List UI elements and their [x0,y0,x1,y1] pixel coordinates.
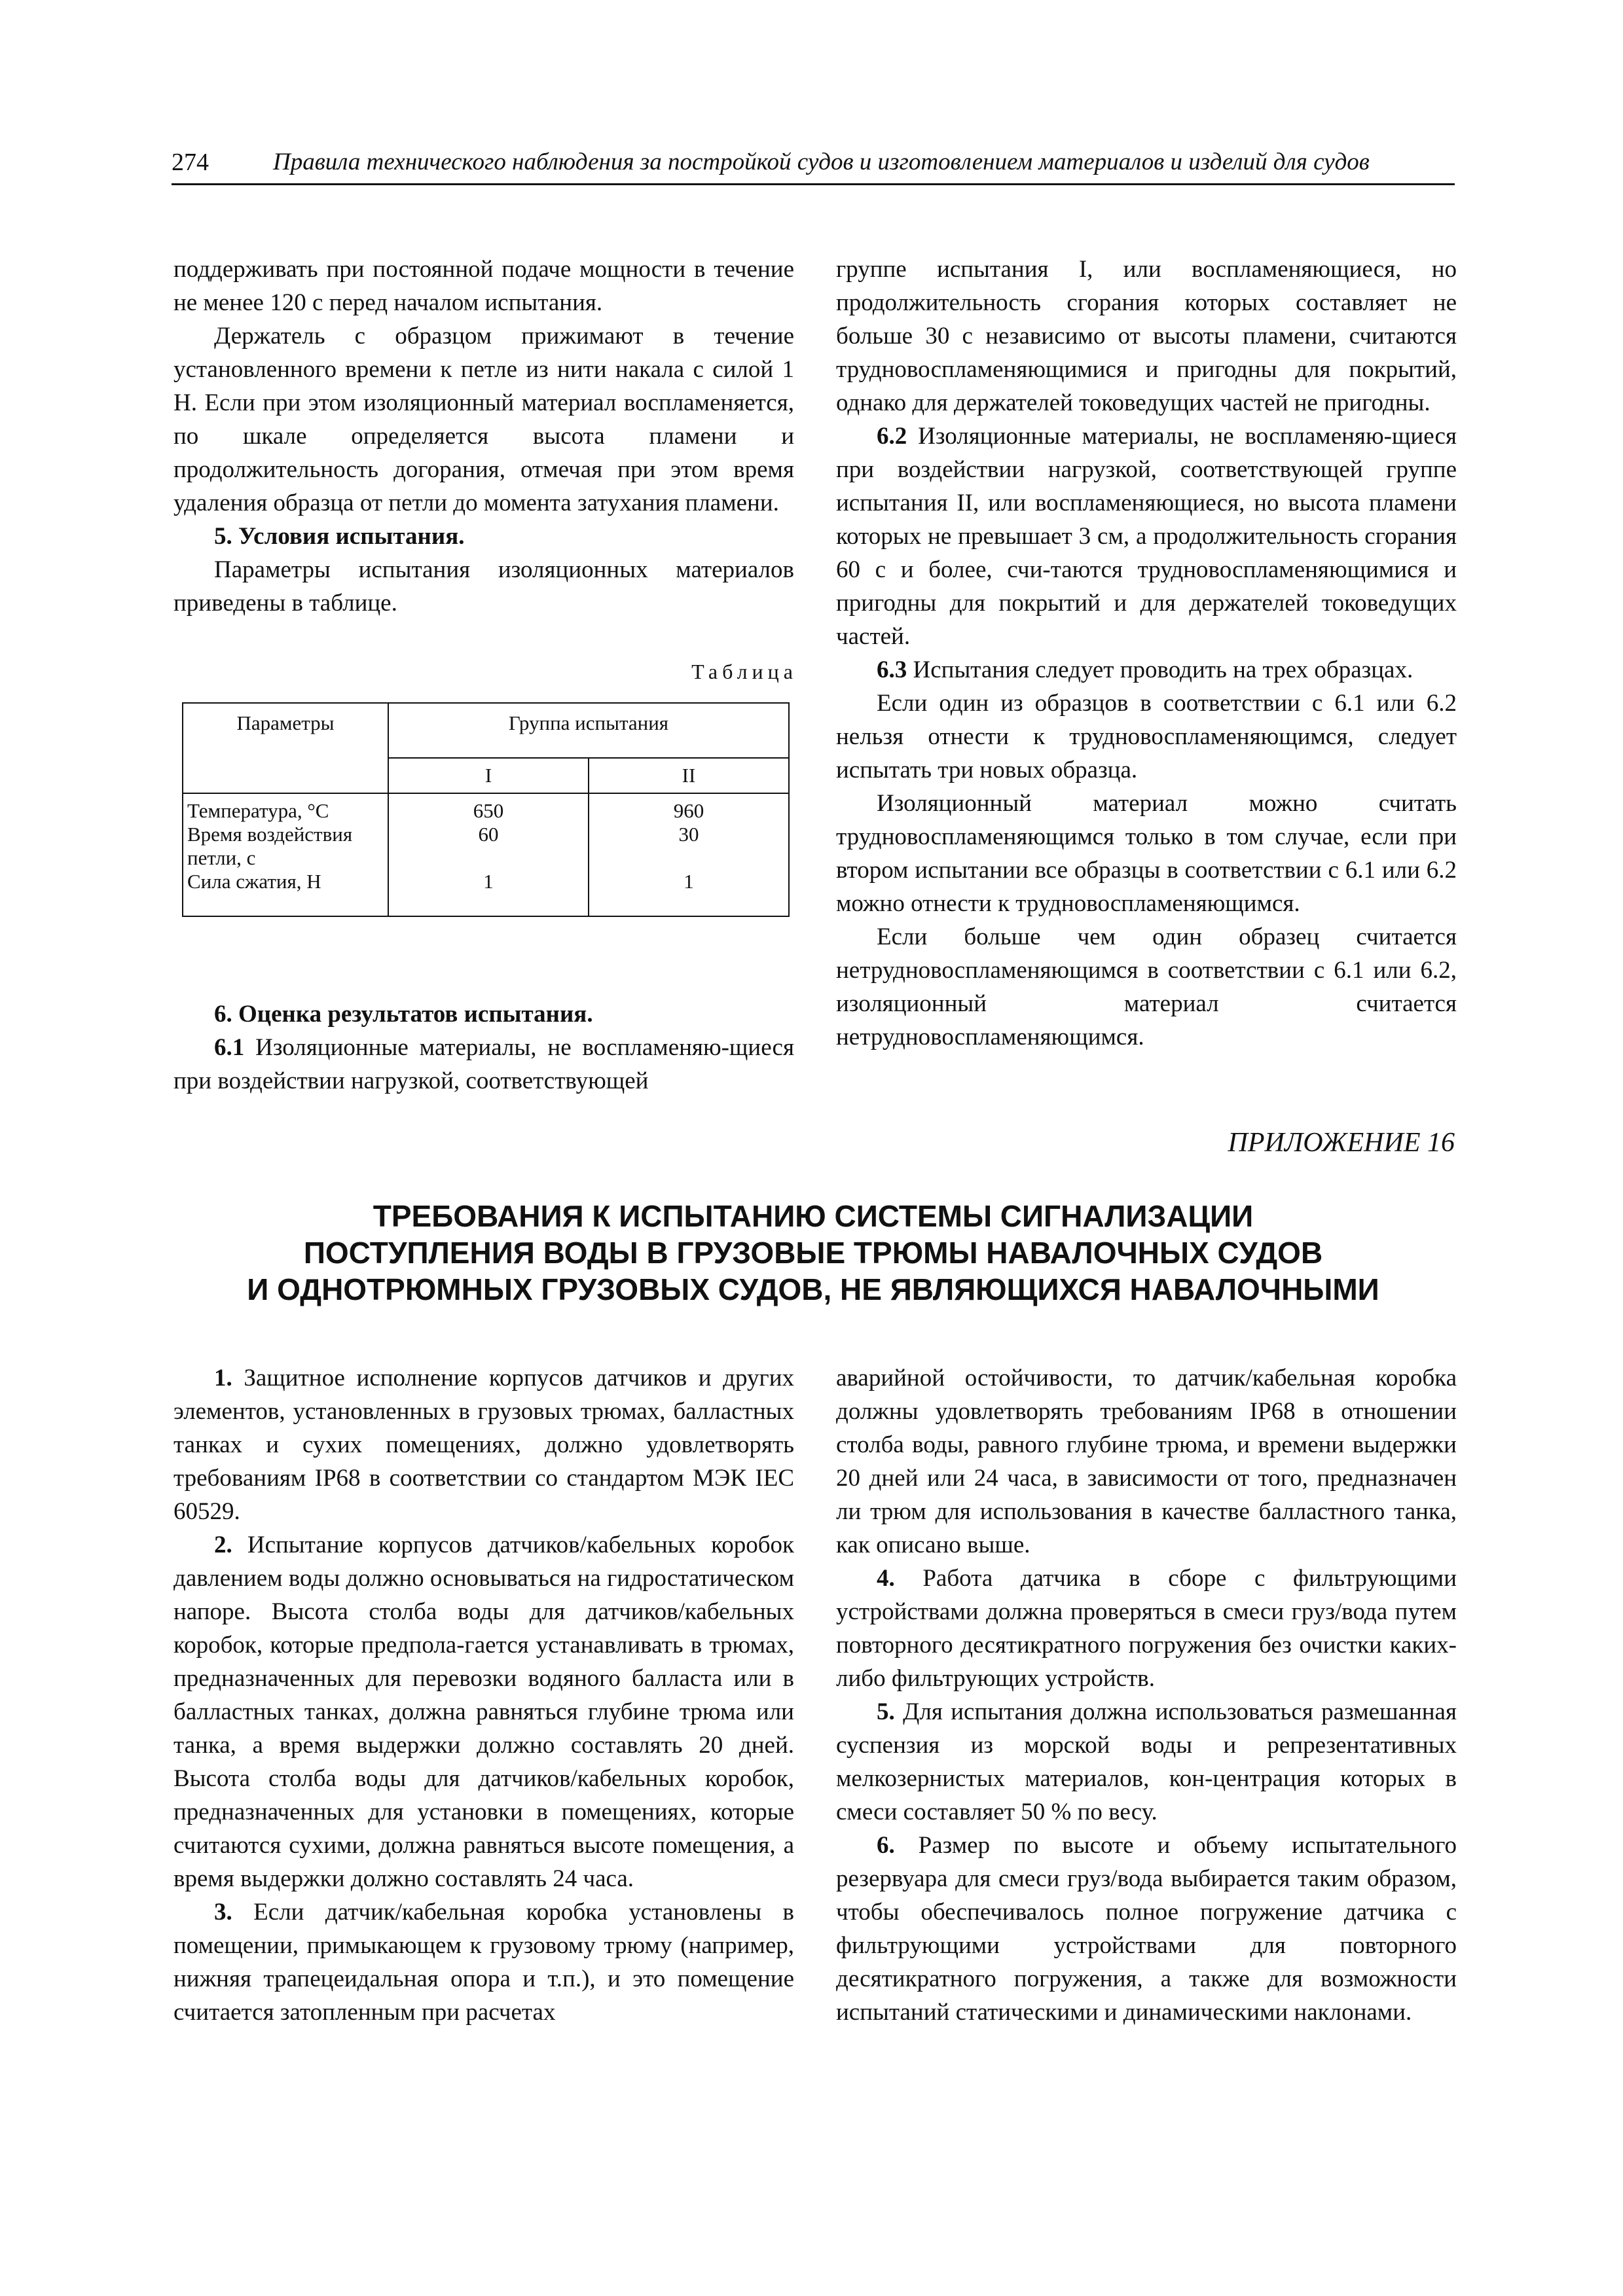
bottom-left-column [173,1361,794,2029]
paragraph [836,653,1457,687]
paragraph: аварийной остойчивости, то датчик/кабельная коробка должны удовлетворять требованиям IP68 в отношении столба воды, равного глубине трюма, и времени выдержки 20 дней или 24 часа, в зависимости от того, предназначен ли трюм для использования в качестве балластного танка, как описано выше. [836,1365,1457,1558]
clause-number: 3. [214,1899,232,1926]
clause-number: 6.1 [214,1034,245,1061]
table-row-param: Сила сжатия, Н [187,870,321,893]
appendix-label: ПРИЛОЖЕНИЕ 16 [1228,1128,1455,1158]
table-cell-group-I [388,793,589,916]
clause-number: 4. [877,1565,895,1592]
table-value: 1 [483,870,494,893]
table-value: 960 [673,799,704,822]
parameters-table [182,702,790,917]
paragraph [836,420,1457,653]
page-number: 274 [172,149,209,176]
clause-text: Работа датчика в сборе с фильтрующими устройствами должна проверяться в смеси груз/вода путем повторного десятикратного погружения без очистки каких-либо фильтрующих устройств. [836,1565,1457,1692]
table-caption: Таблица [691,660,797,683]
paragraph [836,1562,1457,1695]
paragraph [173,1528,794,1895]
table-row-param: Время воздействия петли, с [187,823,353,869]
title-line: ПОСТУПЛЕНИЯ ВОДЫ В ГРУЗОВЫЕ ТРЮМЫ НАВАЛОЧНЫХ СУДОВ [303,1236,1323,1270]
section-heading-6: 6. Оценка результатов испытания. [214,1001,593,1028]
paragraph [173,1895,794,2029]
table-row-param: Температура, °C [187,799,329,822]
clause-number: 5. [877,1698,895,1725]
paragraph: Если один из образцов в соответствии с 6.1 или 6.2 нельзя отнести к трудновоспламеняющимся, следует испытать три новых образца. [836,690,1457,783]
section-heading-5: 5. Условия испытания. [214,523,465,550]
clause-number: 6.3 [877,656,907,683]
table-cell-params [183,793,388,916]
paragraph [173,1031,794,1098]
paragraph: Держатель с образцом прижимают в течение установленного времени к петле из нити накала с силой 1 Н. Если при этом изоляционный материал воспламеняется, по шкале определяется высота пламени и продолжительность догорания, отмечая при этом время удаления образца от петли до момента затухания пламени. [173,323,794,516]
running-title: Правила технического наблюдения за постройкой судов и изготовлением материалов и изделий для судов [273,149,1370,175]
clause-text: Изоляционные материалы, не воспламеняю-щиеся при воздействии нагрузкой, соответствующей группе испытания II, или воспламеняющиеся, но высота пламени которых не превышает 3 см, а продолжительность сгорания 60 с и более, счи-таются трудновоспламеняющимися и пригодны для покрытий и для держателей токоведущих частей. [836,423,1457,650]
paragraph [836,1695,1457,1829]
title-line: И ОДНОТРЮМНЫХ ГРУЗОВЫХ СУДОВ, НЕ ЯВЛЯЮЩИХСЯ НАВАЛОЧНЫМИ [247,1272,1379,1306]
clause-text: Испытание корпусов датчиков/кабельных коробок давлением воды должно основываться на гидростатическом напоре. Высота столба воды для датчиков/кабельных коробок, которые предпола-гается устанавливать в трюмах, предназначенных для перевозки водяного балласта или в балластных танках, должна равняться глубине трюма или танка, а время выдержки должно составлять 20 дней. Высота столба воды для датчиков/кабельных коробок, предназначенных для установки в помещениях, которые считаются сухими, должна равняться высоте помещения, а время выдержки должно составлять 24 часа. [173,1532,794,1892]
table-value: 60 [478,823,499,846]
clause-number: 1. [214,1365,232,1391]
table-header-group: Группа испытания [388,703,789,758]
table-value: 1 [684,870,694,893]
clause-number: 6. [877,1832,895,1859]
paragraph: Изоляционный материал можно считать трудновоспламеняющимся только в том случае, если при втором испытании все образцы в соответствии с 6.1 или 6.2 можно отнести к трудновоспламеняющимся. [836,790,1457,917]
clause-text: Испытания следует проводить на трех образцах. [907,656,1413,683]
page-header [172,145,1455,185]
table-cell-group-II [589,793,789,916]
clause-number: 6.2 [877,423,907,450]
table-value: 650 [473,799,504,822]
paragraph: поддерживать при постоянной подаче мощности в течение не менее 120 с перед началом испытания. [173,256,794,316]
paragraph: Параметры испытания изоляционных материалов приведены в таблице. [173,556,794,617]
clause-text: Изоляционные материалы, не воспламеняю-щиеся при воздействии нагрузкой, соответствующей [173,1034,794,1094]
appendix-title [172,1198,1455,1308]
clause-text: Для испытания должна использоваться размешанная суспензия из морской воды и репрезентативных мелкозернистых материалов, кон-центрация которых в смеси составляет 50 % по весу. [836,1698,1457,1825]
paragraph: группе испытания I, или воспламеняющиеся, но продолжительность сгорания которых составляет не больше 30 с независимо от высоты пламени, считаются трудновоспламеняющимися и пригодны для покрытий, однако для держателей токоведущих частей не пригодны. [836,256,1457,416]
table-header-group-II: II [589,758,789,793]
table-value: 30 [678,823,699,846]
table-header-params: Параметры [183,703,388,793]
paragraph [836,1829,1457,2029]
paragraph [173,1361,794,1528]
top-left-column-lower [173,997,794,1098]
clause-text: Защитное исполнение корпусов датчиков и других элементов, установленных в грузовых трюмах, балластных танках и сухих помещениях, должно удовлетворять требованиям IP68 в соответствии со стандартом МЭК IEC 60529. [173,1365,794,1525]
bottom-right-column [836,1361,1457,2029]
clause-text: Размер по высоте и объему испытательного резервуара для смеси груз/вода выбирается таким образом, чтобы обеспечивалось полное погружение датчика с фильтрующими устройствами для повторного десятикратного погружения, а также для возможности испытаний статическими и динамическими наклонами. [836,1832,1457,2026]
top-left-column [173,253,794,620]
top-right-column [836,253,1457,1054]
clause-text: Если датчик/кабельная коробка установлены в помещении, примыкающем к грузовому трюму (например, нижняя трапецеидальная опора и т.п.), и это помещение считается затопленным при расчетах [173,1899,794,2026]
paragraph: Если больше чем один образец считается нетрудновоспламеняющимся в соответствии с 6.1 или 6.2, изоляционный материал считается нетрудновоспламеняющимся. [836,924,1457,1050]
clause-number: 2. [214,1532,232,1558]
table-header-group-I: I [388,758,589,793]
title-line: ТРЕБОВАНИЯ К ИСПЫТАНИЮ СИСТЕМЫ СИГНАЛИЗАЦИИ [373,1199,1254,1233]
